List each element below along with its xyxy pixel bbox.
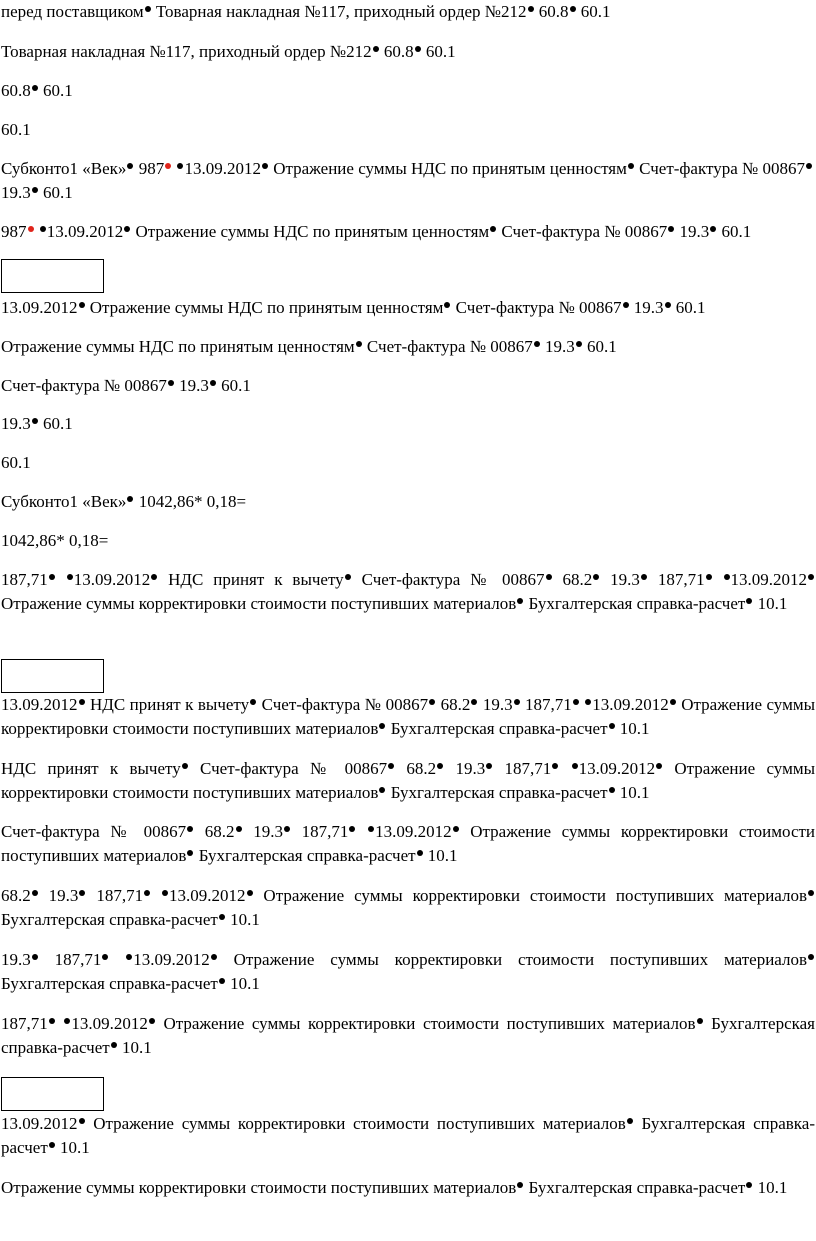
text-segment: Бухгалтерская справка-расчет xyxy=(1,910,218,929)
text-segment: 187,71 xyxy=(647,570,705,589)
text-line-16 xyxy=(1,757,815,805)
text-segment: перед поставщиком xyxy=(1,2,144,21)
bullet-icon xyxy=(102,954,108,960)
text-segment: 60.1 xyxy=(671,298,706,317)
text-line-18 xyxy=(1,884,815,932)
bullet-icon xyxy=(187,850,193,856)
bullet-icon xyxy=(570,6,576,12)
bullet-icon xyxy=(187,826,193,832)
text-segment: Счет-фактура № 00867 xyxy=(1,822,187,841)
text-segment: Товарная накладная №117, приходный ордер №212 xyxy=(1,42,372,61)
text-segment: 60.1 xyxy=(38,414,73,433)
text-segment: Бухгалтерская справка-расчет xyxy=(386,719,608,738)
bullet-icon xyxy=(417,850,423,856)
bullet-icon xyxy=(670,699,676,705)
bullet-icon xyxy=(609,787,615,793)
bullet-icon xyxy=(746,598,752,604)
bullet-icon xyxy=(746,1182,752,1188)
text-segment: Бухгалтерская справка-расчет xyxy=(1,974,218,993)
text-line-1 xyxy=(1,0,815,24)
text-segment: 60.1 xyxy=(38,183,73,202)
text-segment: Отражение суммы корректировки стоимости поступивших материалов xyxy=(1,759,816,802)
text-segment: 60.1 xyxy=(1,120,31,139)
bullet-icon xyxy=(32,418,38,424)
bullet-icon xyxy=(710,226,716,232)
text-segment: 13.09.2012 xyxy=(578,759,656,778)
text-segment: Бухгалтерская справка-расчет xyxy=(1,1114,815,1157)
bullet-icon xyxy=(124,226,130,232)
bullet-icon xyxy=(79,1118,85,1124)
text-segment: 19.3 xyxy=(38,886,79,905)
text-segment: 1042,86* 0,18= xyxy=(1,531,109,550)
text-segment: Отражение суммы корректировки стоимости поступивших материалов xyxy=(1,695,816,738)
text-line-7 xyxy=(1,296,815,320)
bullet-icon xyxy=(144,890,150,896)
text-line-21 xyxy=(1,1112,815,1160)
text-segment: 13.09.2012 xyxy=(133,950,210,969)
text-line-13 xyxy=(1,529,815,553)
text-segment: 13.09.2012 xyxy=(1,298,78,317)
bullet-icon xyxy=(609,723,615,729)
text-segment: Субконто1 «Век» xyxy=(1,159,127,178)
bullet-icon xyxy=(168,380,174,386)
bullet-icon xyxy=(806,163,812,169)
text-segment: 60.1 xyxy=(421,42,456,61)
text-line-17 xyxy=(1,820,815,868)
text-segment: Счет-фактура № 00867 xyxy=(351,570,545,589)
text-line-3 xyxy=(1,79,815,103)
text-segment: Бухгалтерская справка-расчет xyxy=(524,1178,746,1197)
bullet-icon xyxy=(64,1018,70,1024)
text-segment: Отражение суммы НДС по принятым ценностям xyxy=(268,159,627,178)
bullet-icon xyxy=(627,1118,633,1124)
bullet-icon xyxy=(808,574,814,580)
text-segment: 187,71 xyxy=(290,822,349,841)
text-segment: 13.09.2012 xyxy=(169,886,246,905)
text-segment: 10.1 xyxy=(55,1138,90,1157)
bullet-icon xyxy=(49,574,55,580)
text-line-15 xyxy=(1,693,815,741)
text-segment: 60.1 xyxy=(576,2,611,21)
text-segment: 13.09.2012 xyxy=(592,695,669,714)
text-segment: Отражение суммы корректировки стоимости поступивших материалов xyxy=(1,594,517,613)
bullet-icon xyxy=(697,1018,703,1024)
text-segment: 19.3 xyxy=(444,759,486,778)
text-segment: 13.09.2012 xyxy=(184,159,261,178)
bullet-icon xyxy=(706,574,712,580)
text-segment: 19.3 xyxy=(1,414,31,433)
bullet-icon xyxy=(219,978,225,984)
text-segment: 13.09.2012 xyxy=(1,1114,78,1133)
text-segment: Счет-фактура № 00867 xyxy=(1,376,167,395)
bullet-icon xyxy=(665,302,671,308)
bullet-icon xyxy=(40,226,46,232)
text-segment: 187,71 xyxy=(38,950,102,969)
red-bullet-icon xyxy=(28,226,34,232)
text-segment: 13.09.2012 xyxy=(73,570,151,589)
text-segment: 987 xyxy=(1,222,27,241)
text-segment: 19.3 xyxy=(1,950,31,969)
text-segment: 13.09.2012 xyxy=(1,695,78,714)
text-line-6 xyxy=(1,220,815,244)
bullet-icon xyxy=(641,574,647,580)
text-segment: 10.1 xyxy=(615,783,650,802)
bullet-icon xyxy=(127,163,133,169)
bullet-icon xyxy=(379,723,385,729)
text-segment: 19.3 xyxy=(1,183,31,202)
bullet-icon xyxy=(210,380,216,386)
text-segment: Отражение суммы корректировки стоимости поступивших материалов xyxy=(1,1178,517,1197)
bullet-icon xyxy=(262,163,268,169)
bullet-icon xyxy=(517,1182,523,1188)
text-segment: Бухгалтерская справка-расчет xyxy=(386,783,608,802)
bullet-icon xyxy=(49,1142,55,1148)
bullet-icon xyxy=(628,163,634,169)
text-segment: Счет-фактура № 00867 xyxy=(451,298,622,317)
bullet-icon xyxy=(79,890,85,896)
text-segment: Счет-фактура № 00867 xyxy=(257,695,429,714)
text-segment: 10.1 xyxy=(225,910,260,929)
bullet-icon xyxy=(552,763,558,769)
text-segment: 60.1 xyxy=(582,337,617,356)
bullet-icon xyxy=(668,226,674,232)
bullet-icon xyxy=(437,763,443,769)
text-segment: НДС принят к вычету xyxy=(85,695,250,714)
bullet-icon xyxy=(79,302,85,308)
text-segment: 60.8 xyxy=(379,42,414,61)
bullet-icon xyxy=(585,699,591,705)
text-segment: 187,71 xyxy=(1,1014,48,1033)
bullet-icon xyxy=(67,574,73,580)
bullet-icon xyxy=(808,890,814,896)
text-segment: 60.1 xyxy=(38,81,73,100)
text-segment: 19.3 xyxy=(629,298,664,317)
text-segment: Счет-фактура № 00867 xyxy=(188,759,388,778)
text-segment: 68.2 xyxy=(552,570,593,589)
bullet-icon xyxy=(490,226,496,232)
text-segment: 60.8 xyxy=(1,81,31,100)
text-segment: Отражение суммы НДС по принятым ценностям xyxy=(131,222,490,241)
bullet-icon xyxy=(177,163,183,169)
text-segment: Отражение суммы НДС по принятым ценностям xyxy=(1,337,355,356)
bullet-icon xyxy=(32,890,38,896)
text-segment: Отражение суммы корректировки стоимости поступивших материалов xyxy=(155,1014,696,1033)
text-line-14 xyxy=(1,568,815,616)
bullet-icon xyxy=(514,699,520,705)
text-segment: Бухгалтерская справка-расчет xyxy=(524,594,746,613)
text-segment: 10.1 xyxy=(423,846,458,865)
bullet-icon xyxy=(623,302,629,308)
text-segment: 187,71 xyxy=(520,695,572,714)
bullet-icon xyxy=(111,1042,117,1048)
text-segment: Отражение суммы корректировки стоимости поступивших материалов xyxy=(217,950,807,969)
bullet-icon xyxy=(724,574,730,580)
bullet-icon xyxy=(656,763,662,769)
bullet-icon xyxy=(247,890,253,896)
text-segment: 19.3 xyxy=(600,570,640,589)
text-segment: Отражение суммы корректировки стоимости поступивших материалов xyxy=(85,1114,626,1133)
text-segment: Счет-фактура № 00867 xyxy=(362,337,533,356)
bullet-icon xyxy=(32,85,38,91)
text-segment: Субконто1 «Век» xyxy=(1,492,127,511)
bullet-icon xyxy=(573,699,579,705)
bullet-icon xyxy=(471,699,477,705)
text-line-11 xyxy=(1,451,815,475)
bullet-icon xyxy=(486,763,492,769)
text-segment: 1042,86* 0,18= xyxy=(134,492,247,511)
text-line-19 xyxy=(1,948,815,996)
text-segment: НДС принят к вычету xyxy=(158,570,344,589)
bullet-icon xyxy=(415,46,421,52)
bullet-icon xyxy=(345,574,351,580)
bullet-icon xyxy=(429,699,435,705)
bullet-icon xyxy=(349,826,355,832)
text-segment: 19.3 xyxy=(242,822,283,841)
bullet-icon xyxy=(368,826,374,832)
bullet-icon xyxy=(534,341,540,347)
text-segment: 19.3 xyxy=(540,337,575,356)
bullet-icon xyxy=(219,914,225,920)
text-segment: Отражение суммы НДС по принятым ценностям xyxy=(85,298,444,317)
text-line-22 xyxy=(1,1176,815,1200)
bullet-icon xyxy=(126,954,132,960)
text-line-10 xyxy=(1,412,815,436)
bullet-icon xyxy=(453,826,459,832)
text-segment: 60.8 xyxy=(534,2,569,21)
text-segment: 13.09.2012 xyxy=(375,822,452,841)
bullet-icon xyxy=(388,763,394,769)
bullet-icon xyxy=(32,187,38,193)
text-segment: 68.2 xyxy=(395,759,437,778)
text-segment: 10.1 xyxy=(753,594,788,613)
text-segment: 13.09.2012 xyxy=(730,570,808,589)
text-segment: 10.1 xyxy=(615,719,650,738)
text-segment: 60.1 xyxy=(216,376,251,395)
bullet-icon xyxy=(379,787,385,793)
bullet-icon xyxy=(236,826,242,832)
text-line-5 xyxy=(1,157,815,205)
bullet-icon xyxy=(162,890,168,896)
bullet-icon xyxy=(79,699,85,705)
bullet-icon xyxy=(32,954,38,960)
text-segment: Отражение суммы корректировки стоимости поступивших материалов xyxy=(1,822,816,865)
empty-box xyxy=(1,659,104,693)
empty-box xyxy=(1,259,104,293)
bullet-icon xyxy=(284,826,290,832)
text-segment: 60.1 xyxy=(1,453,31,472)
text-segment: Счет-фактура № 00867 xyxy=(497,222,668,241)
bullet-icon xyxy=(546,574,552,580)
text-segment: 19.3 xyxy=(174,376,209,395)
text-segment: Бухгалтерская справка-расчет xyxy=(194,846,416,865)
text-segment: 187,71 xyxy=(86,886,144,905)
text-segment: 19.3 xyxy=(675,222,710,241)
text-segment: 13.09.2012 xyxy=(46,222,124,241)
red-bullet-icon xyxy=(165,163,171,169)
bullet-icon xyxy=(572,763,578,769)
bullet-icon xyxy=(182,763,188,769)
text-segment: 19.3 xyxy=(478,695,513,714)
empty-box xyxy=(1,1077,104,1111)
text-segment: 987 xyxy=(134,159,165,178)
text-segment: 187,71 xyxy=(493,759,552,778)
bullet-icon xyxy=(576,341,582,347)
bullet-icon xyxy=(211,954,217,960)
text-segment: 68.2 xyxy=(194,822,235,841)
bullet-icon xyxy=(127,496,133,502)
text-segment: 68.2 xyxy=(436,695,471,714)
text-line-2 xyxy=(1,40,815,64)
text-line-4 xyxy=(1,118,815,142)
text-line-20 xyxy=(1,1012,815,1060)
text-segment: 13.09.2012 xyxy=(71,1014,148,1033)
text-segment: Отражение суммы корректировки стоимости поступивших материалов xyxy=(253,886,808,905)
text-segment: НДС принят к вычету xyxy=(1,759,181,778)
bullet-icon xyxy=(149,1018,155,1024)
text-segment: 60.1 xyxy=(717,222,752,241)
text-segment: Счет-фактура № 00867 xyxy=(634,159,805,178)
text-line-8 xyxy=(1,335,815,359)
bullet-icon xyxy=(356,341,362,347)
bullet-icon xyxy=(444,302,450,308)
bullet-icon xyxy=(528,6,534,12)
bullet-icon xyxy=(808,954,814,960)
text-segment: 68.2 xyxy=(1,886,31,905)
text-line-9 xyxy=(1,374,815,398)
text-segment: Бухгалтерская справка-расчет xyxy=(1,1014,815,1057)
bullet-icon xyxy=(49,1018,55,1024)
text-segment: Товарная накладная №117, приходный ордер №212 xyxy=(151,2,527,21)
bullet-icon xyxy=(517,598,523,604)
bullet-icon xyxy=(145,6,151,12)
bullet-icon xyxy=(373,46,379,52)
text-line-12 xyxy=(1,490,815,514)
text-segment: 10.1 xyxy=(117,1038,152,1057)
bullet-icon xyxy=(250,699,256,705)
text-segment: 10.1 xyxy=(753,1178,788,1197)
bullet-icon xyxy=(151,574,157,580)
text-segment: 10.1 xyxy=(225,974,260,993)
bullet-icon xyxy=(593,574,599,580)
text-segment: 187,71 xyxy=(1,570,48,589)
